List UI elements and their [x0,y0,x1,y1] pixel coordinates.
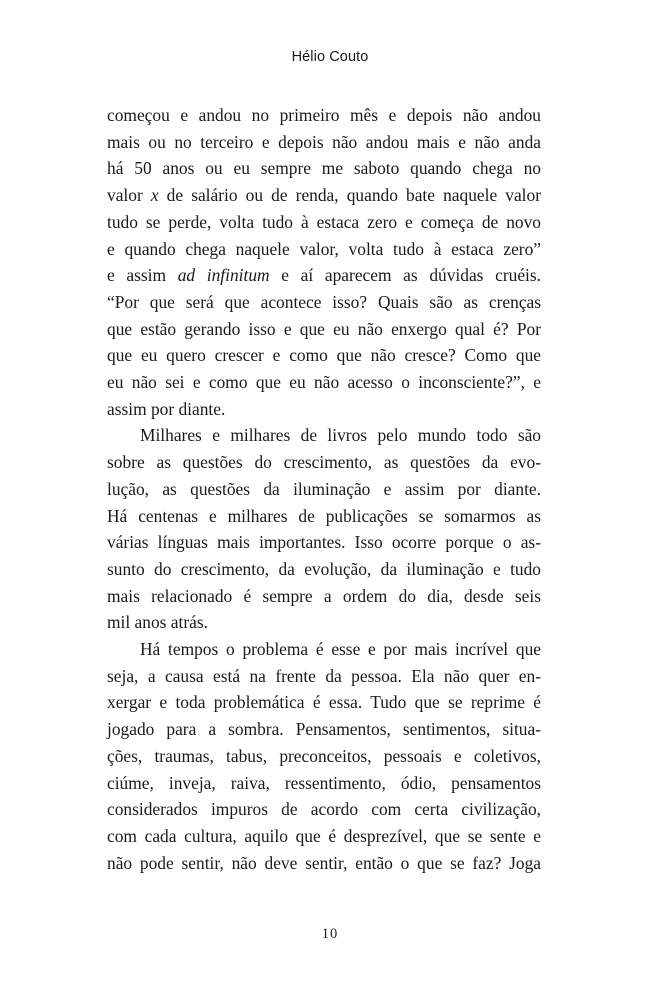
text-line: assim por diante. [107,398,226,419]
italic-phrase: ad infinitum [177,265,270,286]
italic-variable: x [150,185,159,206]
text-line: xergar e toda problemática é essa. Tudo que se reprime é [107,692,541,713]
running-head: Hélio Couto [291,49,369,65]
text-line [107,262,541,289]
text-line: mais ou no terceiro e depois não andou mais e não anda [107,131,541,152]
text-line: sunto do crescimento, da evolução, da iluminação e tudo [107,558,541,579]
text-line: ções, traumas, tabus, preconceitos, pessoais e coletivos, [107,745,541,766]
text-line: que estão gerando isso e que eu não enxergo qual é? Por [107,318,541,339]
text-line: mais relacionado é sempre a ordem do dia, desde seis [107,585,541,606]
text-segment: de salário ou de renda, quando bate naquele valor [158,185,541,206]
text-line: sobre as questões do crescimento, as questões da evo- [107,452,541,473]
text-line: com cada cultura, aquilo que é desprezível, que se sente e [107,825,541,846]
text-line: começou e andou no primeiro mês e depois não andou [107,105,541,125]
text-line: jogado para a sombra. Pensamentos, sentimentos, situa- [107,719,541,740]
paragraph-1 [107,102,541,422]
text-segment: valor [107,185,151,206]
paragraph-3 [107,636,541,876]
text-line: Milhares e milhares de livros pelo mundo todo são [140,425,541,446]
text-line [107,182,541,209]
text-line: eu não sei e como que eu não acesso o inconsciente?”, e [107,372,541,393]
text-line: e quando chega naquele valor, volta tudo à estaca zero” [107,238,541,259]
text-line: tudo se perde, volta tudo à estaca zero e começa de novo [107,211,541,232]
text-line: mil anos atrás. [107,612,208,633]
text-line: Há tempos o problema é esse e por mais incrível que [140,639,541,660]
page-number: 10 [321,926,339,942]
text-line: considerados impuros de acordo com certa civilização, [107,799,541,820]
text-line: Há centenas e milhares de publicações se somarmos as [107,505,541,526]
text-line: ciúme, inveja, raiva, ressentimento, ódio, pensamentos [107,772,541,793]
text-line: seja, a causa está na frente da pessoa. Ela não quer en- [107,665,541,686]
text-line: várias línguas mais importantes. Isso ocorre porque o as- [107,532,541,553]
text-line: “Por que será que acontece isso? Quais são as crenças [107,291,541,312]
text-segment: e aí aparecem as dúvidas cruéis. [269,265,541,286]
paragraph-2 [107,422,541,636]
text-segment: e assim [107,265,178,286]
text-line: lução, as questões da iluminação e assim por diante. [107,478,541,499]
text-line: que eu quero crescer e como que não cresce? Como que [107,345,541,366]
text-line: não pode sentir, não deve sentir, então o que se faz? Joga [107,852,541,873]
text-line: há 50 anos ou eu sempre me saboto quando chega no [107,158,541,179]
body-text [107,102,541,876]
